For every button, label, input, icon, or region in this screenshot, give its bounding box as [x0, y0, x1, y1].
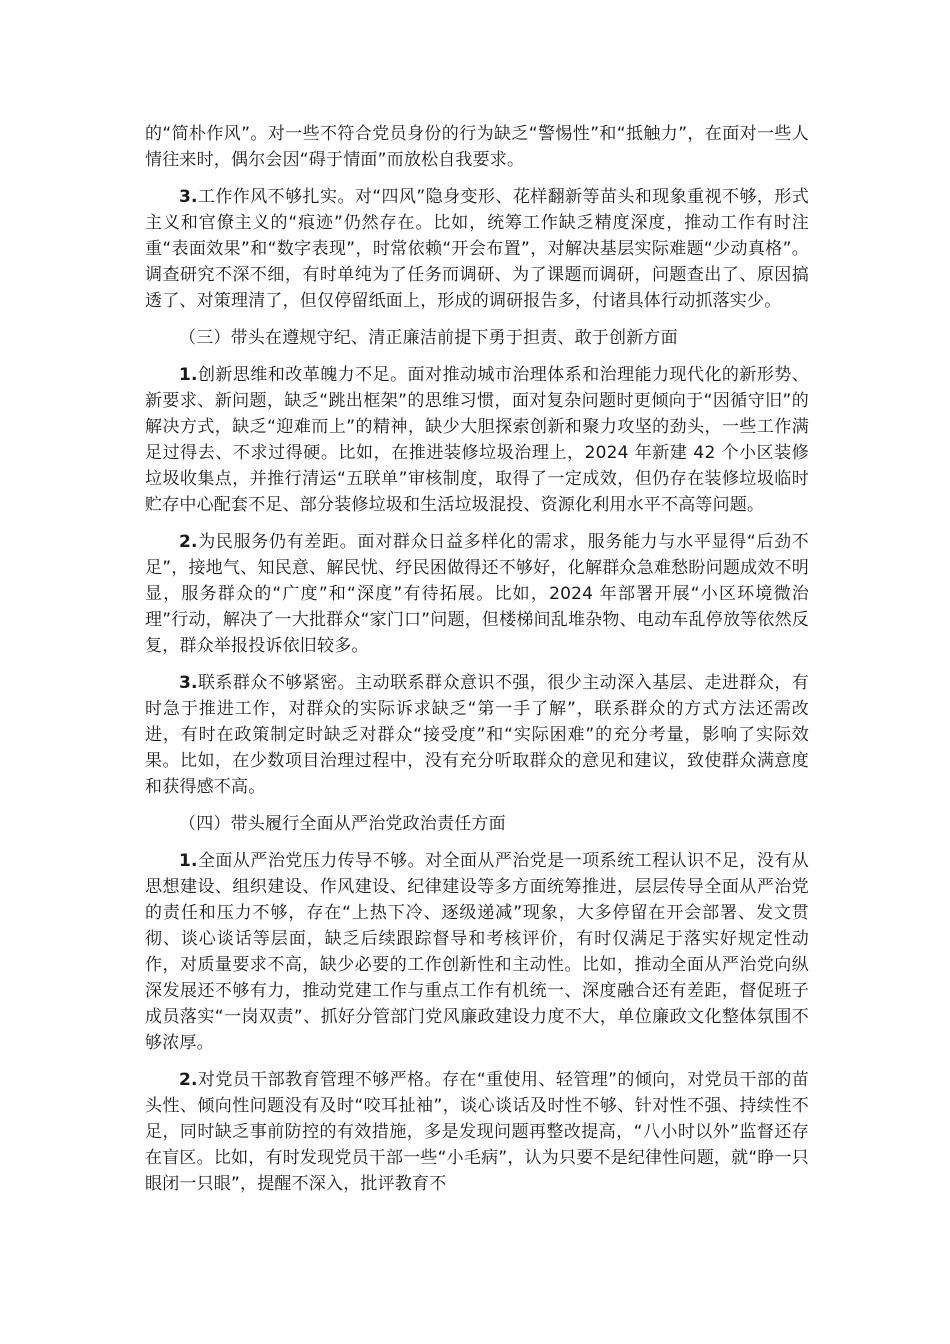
paragraph-item: [145, 529, 809, 659]
item-number: 3.: [179, 673, 198, 693]
item-number: 1.: [179, 365, 198, 385]
paragraph-text: 联系群众不够紧密。主动联系群众意识不强，很少主动深入基层、走进群众，有时急于推进工作，对群众的实际诉求缺乏“第一手了解”，联系群众的方式方法还需改进，有时在政策制定时缺乏对群众“接受度”和“实际困难”的充分考量，影响了实际效果。比如，在少数项目治理过程中，没有充分听取群众的意见和建议，致使群众满意度和获得感不高。: [145, 673, 809, 797]
document-page: [145, 121, 809, 1208]
paragraph-text: 创新思维和改革魄力不足。面对推动城市治理体系和治理能力现代化的新形势、新要求、新问题，缺乏“跳出框架”的思维习惯，面对复杂问题时更倾向于“因循守旧”的解决方式，缺乏“迎难而上”的精神，缺少大胆探索创新和聚力攻坚的劲头，一些工作满足过得去、不求过得硬。比如，在推进装修垃圾治理上，2024 年新建 42 个小区装修垃圾收集点，并推行清运“五联单”审核制度，取得了一定成效，但仍存在装修垃圾临时贮存中心配套不足、部分装修垃圾和生活垃圾混投、资源化利用水平不高等问题。: [145, 365, 809, 515]
paragraph-text: 工作作风不够扎实。对“四风”隐身变形、花样翻新等苗头和现象重视不够，形式主义和官僚主义的“痕迹”仍然存在。比如，统筹工作缺乏精度深度，推动工作有时注重“表面效果”和“数字表现”，时常依赖“开会布置”，对解决基层实际难题“少动真格”。调查研究不深不细，有时单纯为了任务而调研、为了课题而调研，问题查出了、原因搞透了、对策理清了，但仅停留纸面上，形成的调研报告多，付诸具体行动抓落实少。: [145, 187, 809, 311]
section-heading: [145, 811, 809, 837]
section-heading-text: （三）带头在遵规守纪、清正廉洁前提下勇于担责、敢于创新方面: [179, 328, 678, 348]
paragraph-item: [145, 1067, 809, 1197]
section-heading: [145, 325, 809, 351]
paragraph-text: 全面从严治党压力传导不够。对全面从严治党是一项系统工程认识不足，没有从思想建设、组织建设、作风建设、纪律建设等多方面统筹推进，层层传导全面从严治党的责任和压力不够，存在“上热下冷、逐级递减”现象，大多停留在开会部署、发文贯彻、谈心谈话等层面，缺乏后续跟踪督导和考核评价，有时仅满足于落实好规定性动作，对质量要求不高，缺少必要的工作创新性和主动性。比如，推动全面从严治党向纵深发展还不够有力，推动党建工作与重点工作有机统一、深度融合还有差距，督促班子成员落实“一岗双责”、抓好分管部门党风廉政建设力度不大，单位廉政文化整体氛围不够浓厚。: [145, 851, 809, 1053]
item-number: 2.: [179, 1070, 198, 1090]
paragraph-continuation: [145, 121, 809, 173]
paragraph-text: 对党员干部教育管理不够严格。存在“重使用、轻管理”的倾向，对党员干部的苗头性、倾向性问题没有及时“咬耳扯袖”，谈心谈话及时性不够、针对性不强、持续性不足，同时缺乏事前防控的有效措施，多是发现问题再整改提高，“八小时以外”监督还存在盲区。比如，有时发现党员干部一些“小毛病”，认为只要不是纪律性问题，就“睁一只眼闭一只眼”，提醒不深入，批评教育不: [145, 1070, 809, 1194]
item-number: 3.: [179, 187, 198, 207]
paragraph-item: [145, 848, 809, 1056]
paragraph-text: 为民服务仍有差距。面对群众日益多样化的需求，服务能力与水平显得“后劲不足”，接地气、知民意、解民忧、纾民困做得还不够好，化解群众急难愁盼问题成效不明显，服务群众的“广度”和“深度”有待拓展。比如，2024 年部署开展“小区环境微治理”行动，解决了一大批群众“家门口”问题，但楼梯间乱堆杂物、电动车乱停放等依然反复，群众举报投诉依旧较多。: [145, 532, 809, 656]
item-number: 1.: [179, 851, 198, 871]
item-number: 2.: [179, 532, 198, 552]
paragraph-item: [145, 184, 809, 314]
paragraph-text: 的“简朴作风”。对一些不符合党员身份的行为缺乏“警惕性”和“抵触力”，在面对一些人情往来时，偶尔会因“碍于情面”而放松自我要求。: [145, 124, 809, 170]
section-heading-text: （四）带头履行全面从严治党政治责任方面: [179, 814, 506, 834]
paragraph-item: [145, 362, 809, 518]
paragraph-item: [145, 670, 809, 800]
